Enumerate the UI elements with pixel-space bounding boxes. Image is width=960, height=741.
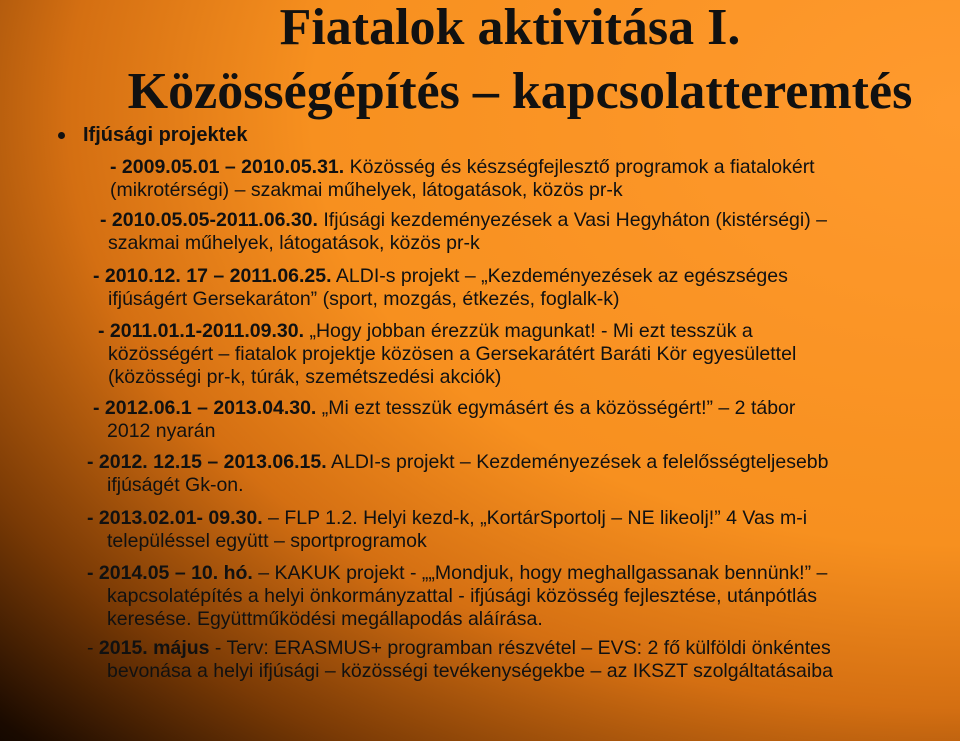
project-entry	[110, 156, 815, 202]
entry-text: – FLP 1.2. Helyi kezd-k, „KortárSportolj – NE likeolj!” 4 Vas m-i	[262, 507, 808, 529]
entry-prefix: -	[87, 637, 99, 659]
slide-title-line2: Közösségépítés – kapcsolatteremtés	[127, 63, 913, 120]
project-entry	[87, 507, 807, 553]
entry-continuation: településsel együtt – sportprogramok	[107, 530, 427, 552]
entry-text: Közösség és készségfejlesztő programok a fiatalokért	[344, 156, 815, 178]
entry-date: - 2011.01.1-2011.09.30.	[98, 320, 305, 342]
project-entry	[93, 397, 795, 443]
entry-date: - 2012.06.1 – 2013.04.30.	[93, 397, 317, 419]
entry-date: - 2014.05 – 10. hó.	[87, 562, 253, 584]
project-entry	[100, 209, 827, 255]
entry-continuation: (közösségi pr-k, túrák, szemétszedési akciók)	[108, 366, 502, 388]
entry-text: „Mi ezt tesszük egymásért és a közösségért!” – 2 tábor	[316, 397, 796, 419]
entry-continuation: ifjúságért Gersekaráton” (sport, mozgás, étkezés, foglalk-k)	[108, 288, 620, 310]
entry-text: ALDI-s projekt – Kezdeményezések a felelősségteljesebb	[326, 451, 829, 473]
entry-text: – KAKUK projekt - „„Mondjuk, hogy meghallgassanak bennünk!” –	[252, 562, 828, 584]
entry-continuation: (mikrotérségi) – szakmai műhelyek, látogatások, közös pr-k	[110, 179, 623, 201]
entry-text: ALDI-s projekt – „Kezdeményezések az egészséges	[331, 265, 788, 287]
entry-continuation: 2012 nyarán	[107, 420, 216, 442]
entry-continuation: ifjúságét Gk-on.	[107, 474, 244, 496]
entry-date: - 2012. 12.15 – 2013.06.15.	[87, 451, 327, 473]
entry-text: „Hogy jobban érezzük magunkat! - Mi ezt tesszük a	[304, 320, 753, 342]
entry-date: - 2013.02.01- 09.30.	[87, 507, 263, 529]
bullet-dot-icon	[58, 132, 65, 139]
entry-continuation: kapcsolatépítés a helyi önkormányzattal - ifjúsági közösség fejlesztése, utánpótlás	[107, 585, 817, 607]
entry-date: - 2010.05.05-2011.06.30.	[100, 209, 318, 231]
project-entry	[87, 637, 833, 683]
project-entry	[93, 265, 788, 311]
entry-continuation: szakmai műhelyek, látogatások, közös pr-k	[108, 232, 480, 254]
bullet-item	[62, 124, 248, 147]
entry-date: - 2009.05.01 – 2010.05.31.	[110, 156, 345, 178]
entry-continuation: közösségért – fiatalok projektje közösen a Gersekarátért Baráti Kör egyesülettel	[108, 343, 797, 365]
entry-continuation: keresése. Együttműködési megállapodás aláírása.	[107, 608, 543, 630]
entry-continuation: bevonása a helyi ifjúsági – közösségi tevékenységekbe – az IKSZT szolgáltatásaiba	[107, 660, 833, 682]
bullet-label: Ifjúsági projektek	[83, 124, 248, 146]
slide-title-line1: Fiatalok aktivitása I.	[279, 0, 741, 56]
project-entry	[87, 451, 829, 497]
project-entry	[98, 320, 796, 389]
entry-text: - Terv: ERASMUS+ programban részvétel – EVS: 2 fő külföldi önkéntes	[209, 637, 831, 659]
entry-text: Ifjúsági kezdeményezések a Vasi Hegyháton (kistérségi) –	[317, 209, 827, 231]
entry-date: - 2010.12. 17 – 2011.06.25.	[93, 265, 332, 287]
entry-date: 2015. május	[98, 637, 210, 659]
project-entry	[87, 562, 827, 631]
